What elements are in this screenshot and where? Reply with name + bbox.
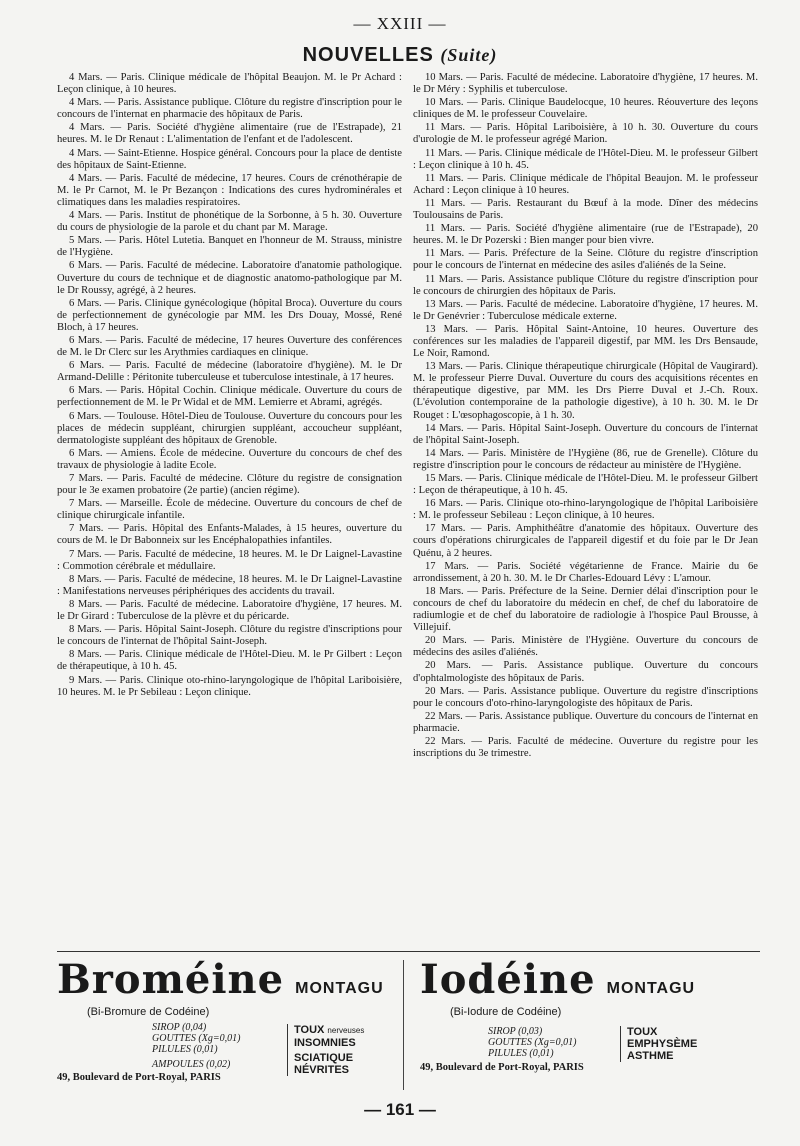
ad-indications — [287, 1024, 364, 1076]
news-entry: 11 Mars. — Paris. Clinique médicale de l'hôpital Beaujon. M. le professeur Achard : Leçon clinique à 10 heures. — [413, 172, 758, 196]
news-entry: 6 Mars. — Paris. Hôpital Cochin. Clinique médicale. Ouverture du cours de perfectionnement de M. le Pr Widal et de MM. Lemierre et Abrami, agrégés. — [57, 385, 402, 409]
news-entry: 7 Mars. — Marseille. École de médecine. Ouverture du concours de chef de clinique chirurgicale infantile. — [57, 498, 402, 522]
news-entry: 10 Mars. — Paris. Clinique Baudelocque, 10 heures. Réouverture des leçons cliniques de M. le professeur Couvelaire. — [413, 97, 758, 121]
ad-address: 49, Boulevard de Port-Royal, PARIS — [420, 1062, 584, 1073]
ad-indication: TOUX — [627, 1026, 658, 1038]
ad-subtitle: (Bi-Bromure de Codéine) — [87, 1006, 210, 1018]
ad-brand: Iodéine — [420, 956, 596, 1003]
news-entry: 18 Mars. — Paris. Préfecture de la Seine. Dernier délai d'inscription pour le concours de chef du laboratoire du médecin en chef, de chef du laboratoire de radiumlogie et de chef du laboratoire de radiologie à l'hospice Paul Brousse, à Villejuif. — [413, 585, 758, 634]
news-entry: 8 Mars. — Paris. Hôpital Saint-Joseph. Clôture du registre d'inscriptions pour le concours de l'internat de l'hôpital Saint-Joseph. — [57, 624, 402, 648]
news-entry: 8 Mars. — Paris. Clinique médicale de l'Hôtel-Dieu. M. le Pr Gilbert : Leçon de thérapeutique, à 10 h. 45. — [57, 649, 402, 673]
right-column — [413, 72, 758, 761]
ad-maker: MONTAGU — [295, 980, 384, 997]
news-entry: 11 Mars. — Paris. Préfecture de la Seine. Clôture du registre d'inscription pour le concours de l'internat en médecine des asiles d'aliénés de la Seine. — [413, 248, 758, 272]
ad-forms — [488, 1026, 576, 1059]
title-main: NOUVELLES — [302, 44, 434, 66]
ad-subtitle: (Bi-Iodure de Codéine) — [450, 1006, 562, 1018]
ad-form: PILULES (0,01) — [152, 1044, 218, 1055]
news-entry: 11 Mars. — Paris. Assistance publique Clôture du registre d'inscription pour le concours de chirurgien des hôpitaux de Paris. — [413, 273, 758, 297]
ad-form: AMPOULES (0,02) — [152, 1059, 231, 1070]
news-entry: 11 Mars. — Paris. Clinique médicale de l'Hôtel-Dieu. M. le professeur Gilbert : Leçon clinique à 10 h. 45. — [413, 147, 758, 171]
ad-form: GOUTTES (Xg=0,01) — [488, 1037, 577, 1048]
ad-maker: MONTAGU — [606, 980, 696, 997]
ad-address: 49, Boulevard de Port-Royal, PARIS — [57, 1072, 221, 1083]
news-entry: 17 Mars. — Paris. Société végétarienne de France. Mairie du 6e arrondissement, à 20 h. 30. M. le Dr Charles-Edouard Lévy : L'amour. — [413, 560, 758, 584]
news-entry: 11 Mars. — Paris. Société d'hygiène alimentaire (rue de l'Estrapade), 20 heures. M. le Dr Pozerski : Bien manger pour bien vivre. — [413, 223, 758, 247]
news-entry: 7 Mars. — Paris. Faculté de médecine. Clôture du registre de consignation pour le 3e examen probatoire (2e partie) (ancien régime). — [57, 473, 402, 497]
news-entry: 10 Mars. — Paris. Faculté de médecine. Laboratoire d'hygiène, 17 heures. M. le Dr Méry : Syphilis et tuberculose. — [413, 72, 758, 96]
news-entry: 9 Mars. — Paris. Clinique oto-rhino-laryngologique de l'hôpital Lariboisière, 10 heures. M. le Pr Sebileau : Leçon clinique. — [57, 674, 402, 698]
news-entry: 14 Mars. — Paris. Ministère de l'Hygiène (86, rue de Grenelle). Clôture du registre d'inscription pour le concours de rédacteur au ministère de l'Hygiène. — [413, 447, 758, 471]
news-entry: 17 Mars. — Paris. Amphithéâtre d'anatomie des hôpitaux. Ouverture des cours d'opérations chirurgicales de l'appareil digestif et du foie par le Dr Jean Quénu, à 2 heures. — [413, 523, 758, 559]
ad-form: SIROP (0,03) — [488, 1026, 543, 1037]
news-entry: 14 Mars. — Paris. Hôpital Saint-Joseph. Ouverture du concours de l'internat de l'hôpital Saint-Joseph. — [413, 422, 758, 446]
news-entry: 6 Mars. — Paris. Faculté de médecine (laboratoire d'hygiène). M. le Dr Armand-Delille : Péritonite tuberculeuse et tuberculose intestinale, à 17 heures. — [57, 360, 402, 384]
news-entry: 20 Mars. — Paris. Assistance publique. Ouverture du concours d'ophtalmologiste des hôpitaux de Paris. — [413, 660, 758, 684]
news-entry: 7 Mars. — Paris. Hôpital des Enfants-Malades, à 15 heures, ouverture du cours de M. le Dr Babonneix sur les Encéphalopathies infantiles. — [57, 523, 402, 547]
news-entry: 4 Mars. — Paris. Clinique médicale de l'hôpital Beaujon. M. le Pr Achard : Leçon clinique, à 10 heures. — [57, 72, 402, 96]
news-entry: 6 Mars. — Toulouse. Hôtel-Dieu de Toulouse. Ouverture du concours pour les places de médecin suppléant, chirurgien suppléant, accoucheur suppléant, dermatologiste suppléant des hôpitaux de Grenoble. — [57, 410, 402, 446]
news-entry: 13 Mars. — Paris. Faculté de médecine. Laboratoire d'hygiène, 17 heures. M. le Dr Genévrier : Tuberculose médicale externe. — [413, 298, 758, 322]
ad-indication: TOUX — [294, 1024, 325, 1036]
news-entry: 8 Mars. — Paris. Faculté de médecine. Laboratoire d'hygiène, 17 heures. M. le Dr Girard : Tuberculose de la plèvre et du péricarde. — [57, 598, 402, 623]
news-entry: 4 Mars. — Paris. Institut de phonétique de la Sorbonne, à 5 h. 30. Ouverture du cours de physiologie de la parole et du chant par M. Marage. — [57, 210, 402, 234]
news-entry: 22 Mars. — Paris. Faculté de médecine. Ouverture du registre pour les inscriptions du 3e trimestre. — [413, 735, 758, 760]
news-entry: 13 Mars. — Paris. Clinique thérapeutique chirurgicale (Hôpital de Vaugirard). M. le professeur Pierre Duval. Ouverture du cours des acquisitions récentes en thérapeutique digestive, par MM. les Drs Pierre Duval et J.-Ch. Roux. (L'évolution contemporaine de la pathologie digestive), à 10 h. 30. M. le Dr Rouget : L'œsophagoscopie, à 1 h. 30. — [413, 361, 758, 421]
ad-brand: Broméine — [57, 956, 285, 1003]
ad-forms — [152, 1022, 240, 1070]
ad-indication: NÉVRITES — [294, 1064, 350, 1076]
news-entry: 13 Mars. — Paris. Hôpital Saint-Antoine, 10 heures. Ouverture des conférences sur les maladies de l'appareil digestif, par MM. les Drs Bensaude, Le Noir, Ramond. — [413, 323, 758, 360]
news-entry: 16 Mars. — Paris. Clinique oto-rhino-laryngologique de l'hôpital Lariboisière : M. le professeur Sebileau : Leçon clinique, à 10 heures. — [413, 498, 758, 522]
ad-form: SIROP (0,04) — [152, 1022, 207, 1033]
left-column — [57, 72, 402, 700]
news-entry: 22 Mars. — Paris. Assistance publique. Ouverture du concours de l'internat en pharmacie. — [413, 710, 758, 734]
title-suite: (Suite) — [440, 45, 498, 65]
ad-indications — [620, 1026, 697, 1062]
news-entry: 11 Mars. — Paris. Hôpital Lariboisière, à 10 h. 30. Ouverture du cours d'urologie de M. le professeur agrégé Marion. — [413, 122, 758, 146]
divider — [57, 951, 760, 952]
news-entry: 4 Mars. — Paris. Faculté de médecine, 17 heures. Cours de crénothérapie de M. le Pr Carnot, M. le Pr Bezançon : Indications des cures hydrominérales et climatiques dans les maladies respiratoires. — [57, 172, 402, 208]
ad-form: GOUTTES (Xg=0,01) — [152, 1033, 241, 1044]
news-entry: 5 Mars. — Paris. Hôtel Lutetia. Banquet en l'honneur de M. Strauss, ministre de l'Hygiène. — [57, 235, 402, 259]
ad-separator — [403, 960, 404, 1090]
ad-bromeine — [57, 956, 392, 1095]
news-entry: 6 Mars. — Paris. Faculté de médecine, 17 heures Ouverture des conférences de M. le Dr Clerc sur les Arythmies cardiaques en clinique. — [57, 334, 402, 359]
news-entry: 4 Mars. — Paris. Société d'hygiène alimentaire (rue de l'Estrapade), 21 heures. M. le Dr Renaut : L'alimentation de l'enfant et de l'adolescent. — [57, 122, 402, 146]
ad-indication-note: nerveuses — [327, 1026, 365, 1035]
news-entry: 4 Mars. — Saint-Etienne. Hospice général. Concours pour la place de dentiste des hôpitaux de Saint-Etienne. — [57, 147, 402, 171]
ad-indication: ASTHME — [627, 1050, 674, 1062]
page-title — [0, 44, 800, 67]
ad-form: PILULES (0,01) — [488, 1048, 554, 1059]
news-entry: 20 Mars. — Paris. Ministère de l'Hygiène. Ouverture du concours de médecins des asiles d'aliénés. — [413, 635, 758, 659]
roman-page-number: — XXIII — — [353, 14, 447, 33]
news-entry: 4 Mars. — Paris. Assistance publique. Clôture du registre d'inscription pour le concours de l'internat en pharmacie des hôpitaux de Paris. — [57, 97, 402, 121]
news-entry: 8 Mars. — Paris. Faculté de médecine, 18 heures. M. le Dr Laignel-Lavastine : Manifestations nerveuses périphériques des accidents du travail. — [57, 573, 402, 597]
news-entry: 6 Mars. — Paris. Clinique gynécologique (hôpital Broca). Ouverture du cours de perfectionnement de gynécologie par MM. les Drs Douay, Mossé, René Bloch, à 17 heures. — [57, 297, 402, 333]
page-number: — 161 — — [364, 1100, 436, 1119]
news-entry: 20 Mars. — Paris. Assistance publique. Ouverture du registre d'inscriptions pour le concours d'oto-rhino-laryngologiste des hôpitaux de Paris. — [413, 685, 758, 709]
news-entry: 6 Mars. — Paris. Faculté de médecine. Laboratoire d'anatomie pathologique. Ouverture du cours de technique et de diagnostic anatomo-pathologique par M. le Dr Roussy, agrégé, à 2 heures. — [57, 260, 402, 296]
ad-indication: EMPHYSÈME — [627, 1038, 698, 1050]
news-entry: 11 Mars. — Paris. Restaurant du Bœuf à la mode. Dîner des médecins Toulousains de Paris. — [413, 197, 758, 222]
ad-iodeine — [420, 956, 760, 1095]
news-entry: 7 Mars. — Paris. Faculté de médecine, 18 heures. M. le Dr Laignel-Lavastine : Commotion cérébrale et médullaire. — [57, 548, 402, 572]
news-entry: 15 Mars. — Paris. Clinique médicale de l'Hôtel-Dieu. M. le professeur Gilbert : Leçon de thérapeutique, à 10 h. 45. — [413, 473, 758, 497]
news-entry: 6 Mars. — Amiens. École de médecine. Ouverture du concours de chef des travaux de physiologie à ladite Ecole. — [57, 447, 402, 471]
ad-indication: INSOMNIES — [294, 1037, 356, 1049]
ad-indication: SCIATIQUE — [294, 1052, 354, 1064]
